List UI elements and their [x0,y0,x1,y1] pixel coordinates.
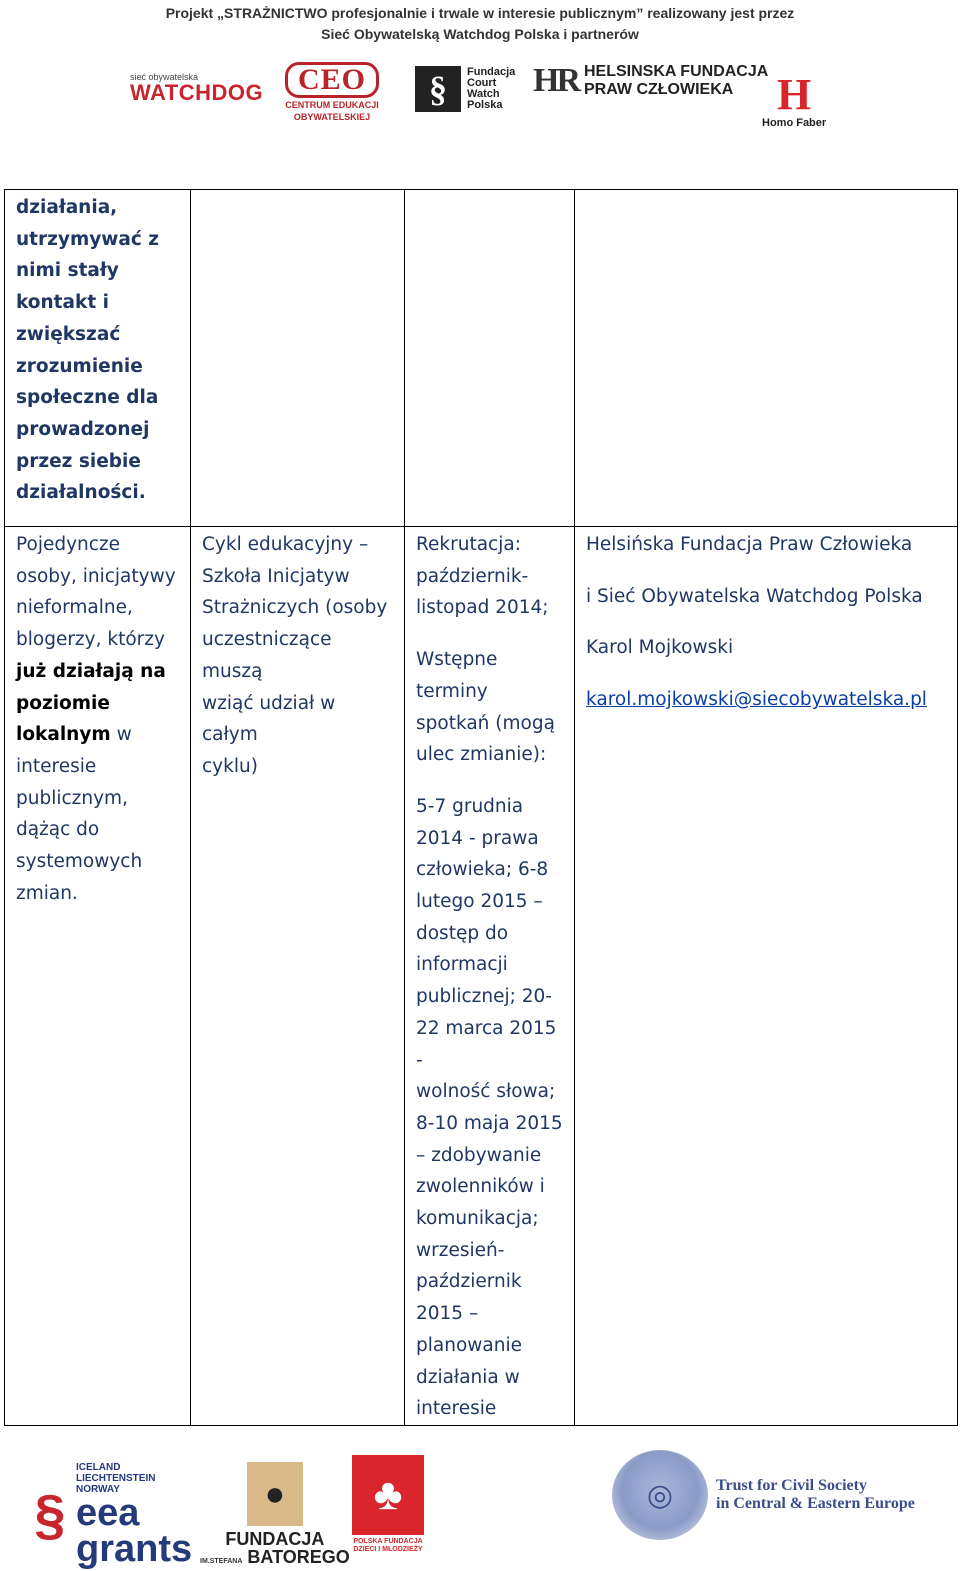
schedule-line: dostęp do [416,922,509,944]
table-row [5,190,958,527]
schedule-line: październik- [416,565,529,587]
organizer-line: i Sieć Obywatelska Watchdog Polska [586,585,923,607]
pfdm-emblem-icon: ♣ [352,1455,424,1535]
paragraph-gap [586,561,946,581]
eea-grants-emblem-icon: § [34,1483,66,1546]
row1-line: zwiększać [16,323,121,345]
contact-cell [575,527,958,1426]
schedule-line: publicznej; 20- [416,986,552,1008]
row1-line: działania, [16,197,118,218]
row1-empty-cell [575,190,958,527]
row1-line: przez siebie [16,450,141,472]
row1-line: kontakt i [16,292,109,314]
court-watch-line-3: Watch [467,88,500,100]
schedule-cell [405,527,575,1426]
schedule-line: interesie [416,1398,497,1420]
paragraph-gap [416,624,563,644]
court-watch-line-4: Polska [467,99,503,111]
schedule-line: terminy [416,680,488,702]
schedule-line: zwolenników i [416,1176,545,1198]
organizer-line: Helsińska Fundacja Praw Człowieka [586,534,913,555]
batory-line-2: BATOREGO [247,1547,350,1567]
schedule-line: informacji [416,954,508,976]
target-line: interesie [16,755,97,777]
schedule-line: 5-7 grudnia [416,795,524,817]
court-watch-logo-text [467,67,515,111]
hfpc-line-1: HELSINSKA FUNDACJA [584,63,769,80]
trust-civil-society-logo [612,1450,915,1540]
court-watch-line-2: Court [467,77,497,89]
paragraph-gap [416,771,563,791]
target-line: osoby, inicjatywy [16,565,176,587]
tcs-line-2: in Central & Eastern Europe [716,1495,915,1512]
batory-foundation-logo [200,1462,350,1571]
schedule-line: komunikacja; [416,1208,539,1230]
eea-name-1: eea [76,1492,140,1534]
program-line: Szkoła Inicjatyw [202,565,350,587]
watchdog-logo [130,72,263,104]
eea-country: LIECHTENSTEIN [76,1473,156,1484]
row1-line: społeczne dla [16,387,159,409]
watchdog-logo-small-text: sieć obywatelska [130,72,199,82]
program-line: Strażniczych (osoby [202,597,388,619]
row1-line: zrozumienie [16,355,143,377]
homo-faber-emblem-icon: H [776,70,812,119]
target-line: nieformalne, [16,597,133,619]
eea-country: ICELAND [76,1462,121,1473]
hfpc-logo-text [584,63,768,99]
target-line: systemowych [16,851,143,873]
program-line: wziąć udział w całym [202,692,336,746]
eea-name-2: grants [76,1528,193,1570]
court-watch-emblem-icon: § [415,66,461,112]
project-header [0,3,960,45]
row1-target-cell [5,190,191,527]
program-line: Cykl edukacyjny – [202,534,369,555]
batory-pre: IM.STEFANA [200,1558,243,1565]
tcs-logo-text [716,1477,915,1513]
ceo-logo [285,62,379,122]
eea-grants-logo [28,1462,193,1570]
target-line: zmian. [16,882,78,904]
schedule-line: wrzesień- [416,1239,505,1261]
schedule-line: listopad 2014; [416,597,549,619]
program-line: uczestniczące muszą [202,629,332,682]
program-table [4,189,958,1426]
court-watch-line-1: Fundacja [467,66,516,78]
target-line-part: w [110,724,132,746]
schedule-line: ulec zmianie): [416,744,547,766]
watchdog-logo-text: WATCHDOG [130,80,264,105]
target-line: Pojedyncze [16,534,121,555]
homo-faber-logo-text: Homo Faber [762,117,827,129]
row1-line: prowadzonej [16,418,150,440]
batory-line-2-wrap [200,1548,350,1571]
schedule-line: 22 marca 2015 - [416,1017,557,1071]
table-row [5,527,958,1426]
schedule-line: 2014 - prawa [416,827,539,849]
tcs-line-1: Trust for Civil Society [716,1477,867,1494]
paragraph-gap [586,664,946,684]
target-line: dążąc do [16,819,100,841]
helsinki-foundation-logo [533,62,768,100]
schedule-line: lutego 2015 – [416,891,543,913]
schedule-line: Rekrutacja: [416,534,521,555]
program-line: cyklu) [202,755,258,777]
schedule-line: październik [416,1271,522,1293]
schedule-line: działania w [416,1366,520,1388]
schedule-line: – zdobywanie [416,1144,542,1166]
ceo-logo-sub-1: CENTRUM EDUKACJI [285,100,379,110]
target-line-bold-part: lokalnym [16,724,111,746]
row1-empty-cell [405,190,575,527]
paragraph-gap [586,612,946,632]
schedule-line: 8-10 maja 2015 [416,1112,563,1134]
row1-line: nimi stały [16,260,119,282]
target-line: blogerzy, którzy [16,629,165,651]
schedule-line: Wstępne [416,649,498,671]
target-line-bold: poziomie [16,692,110,714]
header-line-1: Projekt „STRAŻNICTWO profesjonalnie i trwale w interesie publicznym” realizowany jest przez [165,5,795,21]
contact-email-link[interactable]: karol.mojkowski@siecobywatelska.pl [586,689,927,711]
ceo-logo-text: CEO [285,62,379,98]
eea-country: NORWAY [76,1484,120,1495]
header-line-2: Sieć Obywatelską Watchdog Polska i partnerów [321,26,639,42]
hfpc-line-2: PRAW CZŁOWIEKA [584,81,734,98]
program-form-cell [191,527,405,1426]
hfpc-emblem-icon: HR [533,62,578,99]
globe-icon: ◎ [612,1450,708,1540]
row1-empty-cell [191,190,405,527]
court-watch-logo [415,66,515,112]
ceo-logo-sub-2: OBYWATELSKIEJ [293,112,371,122]
target-line: publicznym, [16,787,128,809]
target-line-bold: już działają na [16,660,166,682]
target-group-cell [5,527,191,1426]
pfdm-line-1: POLSKA FUNDACJA [353,1538,423,1545]
row1-line: utrzymywać z [16,228,160,250]
schedule-line: planowanie [416,1334,522,1356]
row1-line: działalności. [16,482,146,504]
schedule-line: 2015 – [416,1303,479,1325]
homo-faber-logo [762,70,827,129]
batory-logo-text [200,1530,350,1571]
batory-line-1: FUNDACJA [225,1529,325,1549]
contact-person: Karol Mojkowski [586,637,734,659]
pfdm-line-2: DZIECI I MŁODZIEŻY [353,1546,423,1553]
target-line [16,719,179,751]
pfdm-logo [352,1455,424,1554]
schedule-line: spotkań (mogą [416,712,555,734]
batory-emblem-icon: ● [247,1462,303,1526]
pfdm-logo-text [353,1538,422,1554]
schedule-line: człowieka; 6-8 [416,859,549,881]
schedule-line: wolność słowa; [416,1081,556,1103]
